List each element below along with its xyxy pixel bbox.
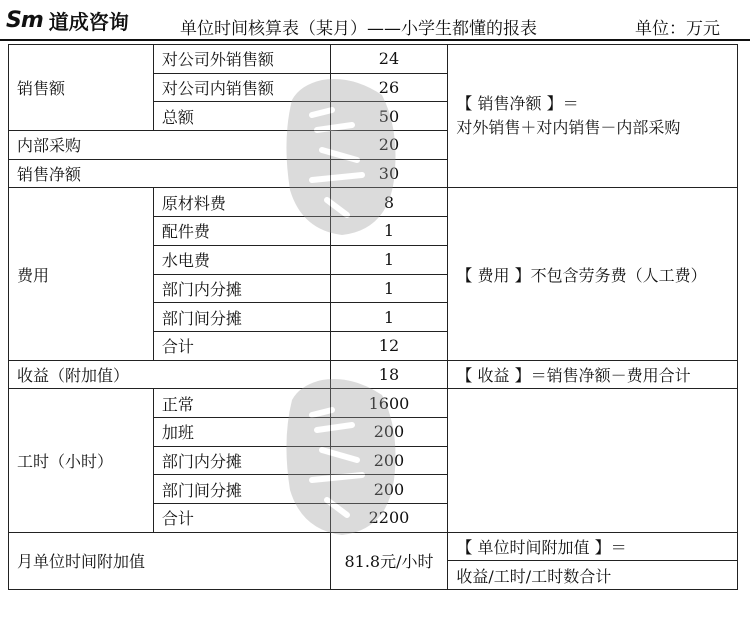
profit-value: 18 (330, 360, 448, 389)
internal-purchase-label: 内部采购 (9, 131, 331, 160)
hours-note-empty (448, 389, 738, 532)
sales-note (448, 45, 738, 188)
row-value: 200 (330, 475, 448, 504)
row-value: 200 (330, 417, 448, 446)
row-item: 总额 (153, 102, 330, 131)
net-sales-label: 销售净额 (9, 159, 331, 188)
sales-label: 销售额 (9, 45, 154, 131)
row-value: 1 (330, 217, 448, 246)
profit-note: 【 收益 】＝销售净额－费用合计 (448, 360, 738, 389)
row-item: 部门间分摊 (153, 475, 330, 504)
expenses-label: 费用 (9, 188, 154, 360)
row-value: 1 (330, 274, 448, 303)
row-item: 部门间分摊 (153, 303, 330, 332)
logo-text: 道成咨询 (48, 9, 129, 34)
row-value: 2200 (330, 504, 448, 533)
accounting-table (8, 44, 738, 590)
net-sales-value: 30 (330, 159, 448, 188)
expenses-note: 【 费用 】不包含劳务费（人工费） (448, 188, 738, 360)
row-item: 水电费 (153, 245, 330, 274)
row-item: 部门内分摊 (153, 446, 330, 475)
hours-label: 工时（小时） (9, 389, 154, 532)
row-value: 50 (330, 102, 448, 131)
logo-mark: Sm (6, 7, 43, 33)
row-value: 1 (330, 245, 448, 274)
row-value: 12 (330, 331, 448, 360)
row-value: 1 (330, 303, 448, 332)
row-item: 对公司外销售额 (153, 45, 330, 74)
row-value: 24 (330, 45, 448, 74)
row-item: 合计 (153, 331, 330, 360)
row-item: 部门内分摊 (153, 274, 330, 303)
unit-value-value: 81.8元/小时 (330, 532, 448, 589)
sales-note-line2: 对外销售＋对内销售－内部采购 (456, 118, 681, 138)
table-row (9, 45, 738, 74)
row-item: 加班 (153, 417, 330, 446)
row-value: 26 (330, 73, 448, 102)
page-header (0, 0, 750, 40)
row-value: 8 (330, 188, 448, 217)
report-title: 单位时间核算表（某月）——小学生都懂的报表 (180, 19, 537, 39)
internal-purchase-value: 20 (330, 131, 448, 160)
unit-label: 单位：万元 (635, 19, 720, 39)
row-item: 正常 (153, 389, 330, 418)
row-value: 1600 (330, 389, 448, 418)
table-row (9, 532, 738, 561)
unit-value-note-line1: 【 单位时间附加值 】＝ (448, 532, 738, 561)
table-row (9, 188, 738, 217)
unit-value-note-line2: 收益/工时/工时数合计 (448, 561, 738, 590)
header-divider (0, 39, 750, 41)
row-item: 合计 (153, 504, 330, 533)
sales-note-line1: 【 销售净额 】＝ (456, 94, 579, 114)
table-row (9, 360, 738, 389)
brand-logo (6, 6, 129, 34)
table-row (9, 389, 738, 418)
row-item: 原材料费 (153, 188, 330, 217)
profit-label: 收益（附加值） (9, 360, 331, 389)
row-item: 配件费 (153, 217, 330, 246)
unit-value-label: 月单位时间附加值 (9, 532, 331, 589)
row-item: 对公司内销售额 (153, 73, 330, 102)
row-value: 200 (330, 446, 448, 475)
